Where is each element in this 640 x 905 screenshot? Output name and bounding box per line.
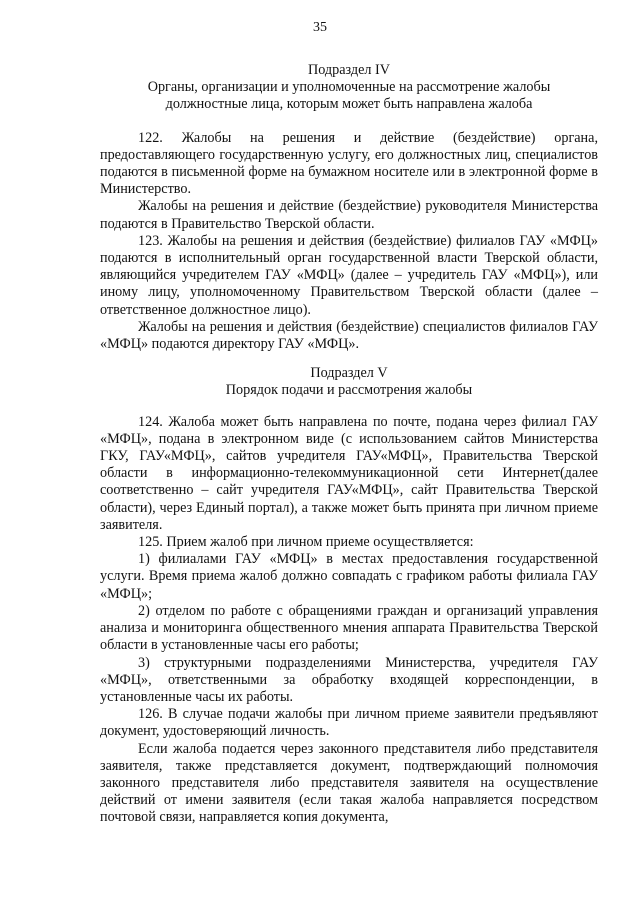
paragraph-122: 122. Жалобы на решения и действие (бездействие) органа, предоставляющего государственную услугу, его должностных лиц, специалистов подаются в письменной форме на бумажном носителе или в электронной форме в Министерство. [100, 129, 598, 198]
paragraph-123: 123. Жалобы на решения и действия (бездействие) филиалов ГАУ «МФЦ» подаются в исполнительный орган государственной власти Тверской области, являющийся учредителем ГАУ «МФЦ» (далее – учредитель ГАУ «МФЦ»), или иному лицу, уполномоченному Правительством Тверской области (далее – ответственное должностное лицо). [100, 232, 598, 318]
section-4-subtitle-line1: Органы, организации и уполномоченные на рассмотрение жалобы [147, 79, 551, 96]
section-4-heading [100, 62, 598, 114]
page-number: 35 [313, 20, 327, 35]
section-5-heading [100, 365, 598, 399]
paragraph-123-cont: Жалобы на решения и действия (бездействие) специалистов филиалов ГАУ «МФЦ» подаются директору ГАУ «МФЦ». [100, 318, 598, 353]
paragraph-125: 125. Прием жалоб при личном приеме осуществляется: [138, 534, 474, 551]
section-4-title: Подраздел IV [307, 62, 390, 78]
paragraph-126-cont: Если жалоба подается через законного представителя либо представителя заявителя, также представляется документ, подтверждающий полномочия законного представителя либо представителя заявителя на осуществление действий от имени заявителя (если такая жалоба направляется посредством почтовой связи, направляется копия документа, [100, 740, 598, 826]
document-body [100, 62, 598, 827]
section-5-title: Подраздел V [310, 365, 388, 382]
section-4-subtitle-line2: должностные лица, которым может быть направлена жалоба [165, 96, 533, 113]
paragraph-126: 126. В случае подачи жалобы при личном приеме заявители предъявляют документ, удостоверяющий личность. [100, 706, 598, 740]
paragraph-122-cont: Жалобы на решения и действие (бездействие) руководителя Министерства подаются в Правительство Тверской области. [100, 198, 598, 232]
paragraph-125-item-2: 2) отделом по работе с обращениями граждан и организаций управления анализа и мониторинга общественного мнения аппарата Правительства Тверской области в установленные часы его работы; [100, 602, 598, 654]
section-5-subtitle: Порядок подачи и рассмотрения жалобы [225, 382, 473, 399]
paragraph-124: 124. Жалоба может быть направлена по почте, подана через филиал ГАУ «МФЦ», подана в электронном виде (с использованием сайтов Министерства ГКУ, ГАУ«МФЦ», сайтов учредителя ГАУ«МФЦ», Правительства Тверской области в информационно-телекоммуникационной сети Интернет(далее соответственно – сайт учредителя ГАУ«МФЦ», сайт Правительства Тверской области), через Единый портал), а также может быть принята при личном приеме заявителя. [100, 413, 598, 533]
paragraph-125-item-1: 1) филиалами ГАУ «МФЦ» в местах предоставления государственной услуги. Время приема жалоб должно совпадать с графиком работы филиала ГАУ «МФЦ»; [100, 551, 598, 602]
paragraph-125-item-3: 3) структурными подразделениями Министерства, учредителя ГАУ «МФЦ», ответственными за обработку входящей корреспонденции, в установленные часы их работы. [100, 654, 598, 705]
